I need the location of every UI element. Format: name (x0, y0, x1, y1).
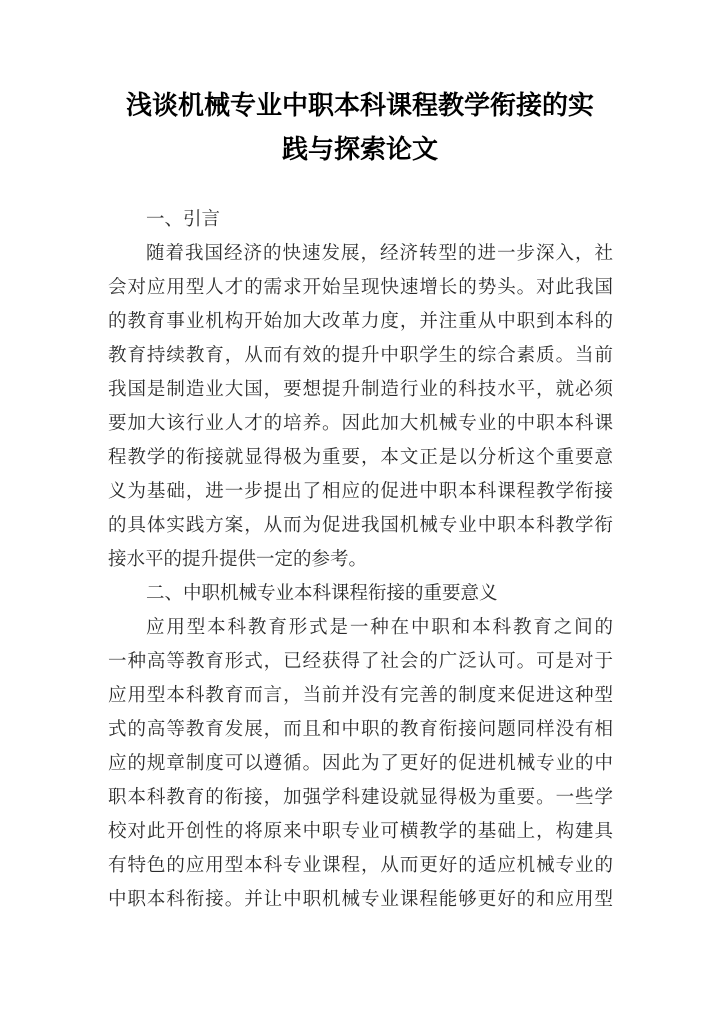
paragraph-line: 职本科教育的衔接，加强学科建设就显得极为重要。一些学 (108, 787, 613, 808)
paragraph-line: 应用型本科教育形式是一种在中职和本科教育之间的 (146, 617, 613, 638)
title-line-2: 践与探索论文 (281, 135, 438, 165)
paragraph-line: 有特色的应用型本科专业课程，从而更好的适应机械专业的 (108, 855, 613, 876)
paragraph-line: 中职本科衔接。并让中职机械专业课程能够更好的和应用型 (108, 889, 613, 910)
paragraph-line: 教育持续教育，从而有效的提升中职学生的综合素质。当前 (108, 345, 613, 366)
paragraph-line: 应的规章制度可以遵循。因此为了更好的促进机械专业的中 (108, 753, 613, 774)
paragraph-line: 义为基础，进一步提出了相应的促进中职本科课程教学衔接 (108, 481, 613, 502)
document-title (100, 84, 620, 172)
paragraph-line: 会对应用型人才的需求开始呈现快速增长的势头。对此我国 (108, 277, 613, 298)
paragraph-line: 应用型本科教育而言，当前并没有完善的制度来促进这种型 (108, 685, 613, 706)
paragraph-line: 一种高等教育形式，已经获得了社会的广泛认可。可是对于 (108, 651, 613, 672)
title-line-1: 浅谈机械专业中职本科课程教学衔接的实 (125, 91, 594, 121)
paragraph-line: 程教学的衔接就显得极为重要，本文正是以分析这个重要意 (108, 447, 613, 468)
paragraph-line: 要加大该行业人才的培养。因此加大机械专业的中职本科课 (108, 413, 613, 434)
paragraph-line: 随着我国经济的快速发展，经济转型的进一步深入，社 (146, 243, 613, 264)
paragraph-line: 式的高等教育发展，而且和中职的教育衔接问题同样没有相 (108, 719, 613, 740)
document-body (108, 203, 613, 917)
paragraph-line: 接水平的提升提供一定的参考。 (108, 549, 368, 570)
paragraph-line: 的教育事业机构开始加大改革力度，并注重从中职到本科的 (108, 311, 613, 332)
paragraph-line: 校对此开创性的将原来中职专业可横教学的基础上，构建具 (108, 821, 613, 842)
paragraph-line: 我国是制造业大国，要想提升制造行业的科技水平，就必须 (108, 379, 613, 400)
paragraph-line: 的具体实践方案，从而为促进我国机械专业中职本科教学衔 (108, 515, 613, 536)
section-heading-2: 二、中职机械专业本科课程衔接的重要意义 (146, 583, 498, 604)
section-heading-1: 一、引言 (146, 209, 221, 230)
